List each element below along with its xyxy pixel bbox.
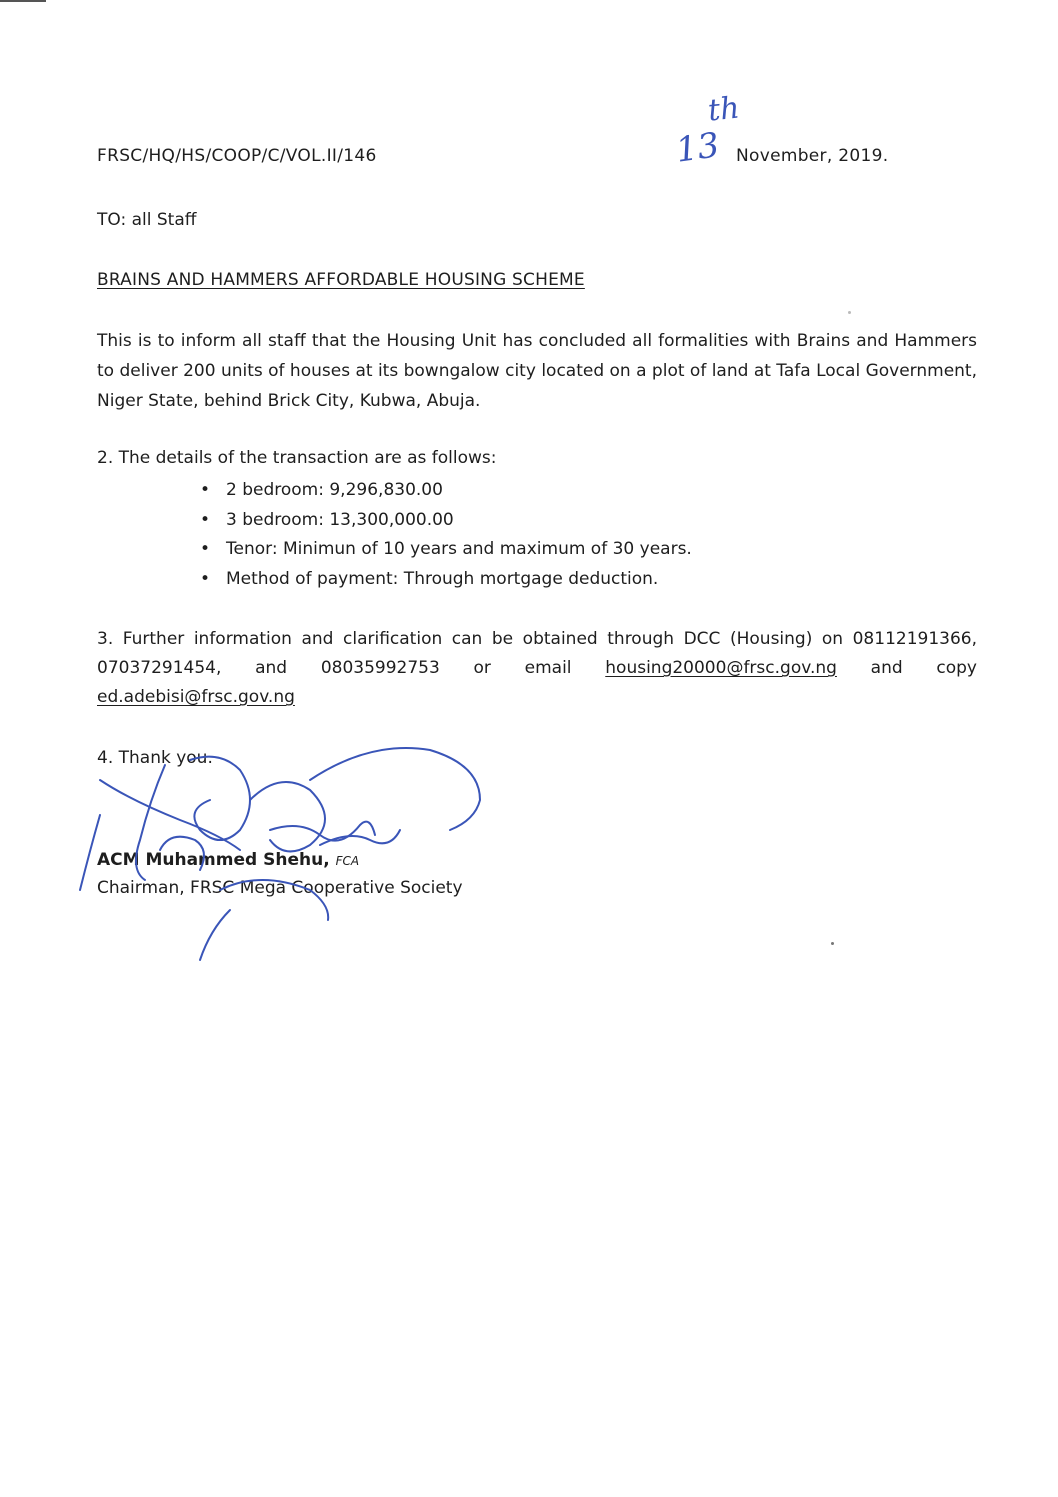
email-link-housing[interactable]: housing20000@frsc.gov.ng xyxy=(605,658,837,678)
letter-date: November, 2019. xyxy=(736,146,889,166)
paragraph-details-intro: 2. The details of the transaction are as follows: xyxy=(97,448,497,468)
list-item: • Method of payment: Through mortgage deduction. xyxy=(196,565,692,595)
contact-text: 3. Further information and clarification can be obtained through DCC (Housing) on 08112191366, 07037291454, and 08035992753 or email xyxy=(97,629,977,678)
signatory-name-text: ACM Muhammed Shehu, xyxy=(97,850,330,870)
paragraph-intro: This is to inform all staff that the Housing Unit has concluded all formalities with Brains and Hammers to deliver 200 units of houses at its bowngalow city located on a plot of land at Tafa Local Government, Niger State, behind Brick City, Kubwa, Abuja. xyxy=(97,331,977,411)
list-item: • 3 bedroom: 13,300,000.00 xyxy=(196,506,692,536)
handwritten-date-day: 13 xyxy=(673,125,722,171)
list-item: • 2 bedroom: 9,296,830.00 xyxy=(196,476,692,506)
handwritten-signature xyxy=(70,740,510,970)
signatory-title: Chairman, FRSC Mega Cooperative Society xyxy=(97,878,463,898)
closing-thanks: 4. Thank you. xyxy=(97,748,213,768)
list-item: • Tenor: Minimun of 10 years and maximum of 30 years. xyxy=(196,535,692,565)
handwritten-date-suffix: th xyxy=(706,90,742,129)
contact-and: and xyxy=(870,658,903,678)
details-list xyxy=(196,476,692,594)
reference-number: FRSC/HQ/HS/COOP/C/VOL.II/146 xyxy=(97,146,377,166)
email-link-adebisi[interactable]: ed.adebisi@frsc.gov.ng xyxy=(97,687,295,707)
signatory-suffix: FCA xyxy=(335,854,360,868)
letter-heading: BRAINS AND HAMMERS AFFORDABLE HOUSING SCHEME xyxy=(97,270,585,290)
scan-edge-mark xyxy=(0,0,46,2)
scan-speck xyxy=(831,942,834,945)
scan-speck xyxy=(848,311,851,314)
paragraph-contact xyxy=(97,625,977,712)
recipient-line: TO: all Staff xyxy=(97,210,197,230)
contact-copy: copy xyxy=(936,658,977,678)
